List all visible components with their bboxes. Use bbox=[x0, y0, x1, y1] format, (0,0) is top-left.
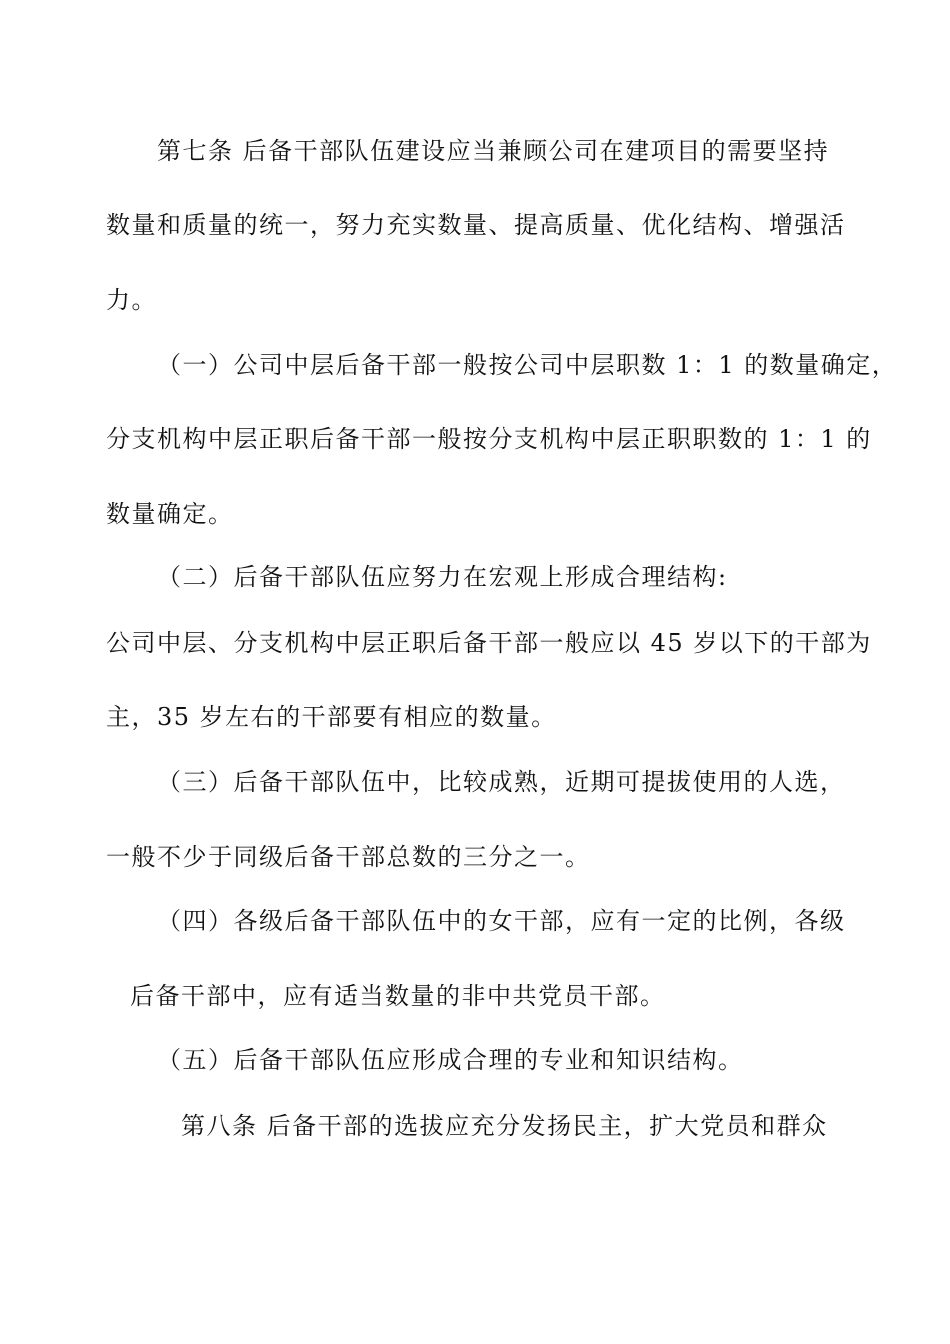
article-8-line-1: 第八条 后备干部的选拔应充分发扬民主，扩大党员和群众 bbox=[181, 1112, 828, 1140]
clause-1-line-1: （一）公司中层后备干部一般按公司中层职数 1：1 的数量确定， bbox=[157, 351, 898, 379]
article-7-line-2: 数量和质量的统一，努力充实数量、提高质量、优化结构、增强活 bbox=[106, 211, 846, 239]
clause-2-line-1: （二）后备干部队伍应努力在宏观上形成合理结构: bbox=[157, 563, 728, 591]
clause-3-line-2: 一般不少于同级后备干部总数的三分之一。 bbox=[106, 843, 591, 871]
clause-2-line-3: 主，35 岁左右的干部要有相应的数量。 bbox=[106, 703, 557, 731]
clause-2-line-2: 公司中层、分支机构中层正职后备干部一般应以 45 岁以下的干部为 bbox=[106, 629, 872, 657]
clause-3-line-1: （三）后备干部队伍中，比较成熟，近期可提拔使用的人选， bbox=[157, 768, 846, 796]
clause-4-line-2: 后备干部中，应有适当数量的非中共党员干部。 bbox=[130, 982, 666, 1010]
article-7-line-1: 第七条 后备干部队伍建设应当兼顾公司在建项目的需要坚持 bbox=[157, 137, 830, 165]
clause-1-line-2: 分支机构中层正职后备干部一般按分支机构中层正职职数的 1：1 的 bbox=[106, 425, 872, 453]
clause-1-line-3: 数量确定。 bbox=[106, 500, 234, 528]
clause-5-line-1: （五）后备干部队伍应形成合理的专业和知识结构。 bbox=[157, 1046, 744, 1074]
article-7-line-3: 力。 bbox=[106, 286, 157, 314]
clause-4-line-1: （四）各级后备干部队伍中的女干部，应有一定的比例，各级 bbox=[157, 907, 846, 935]
